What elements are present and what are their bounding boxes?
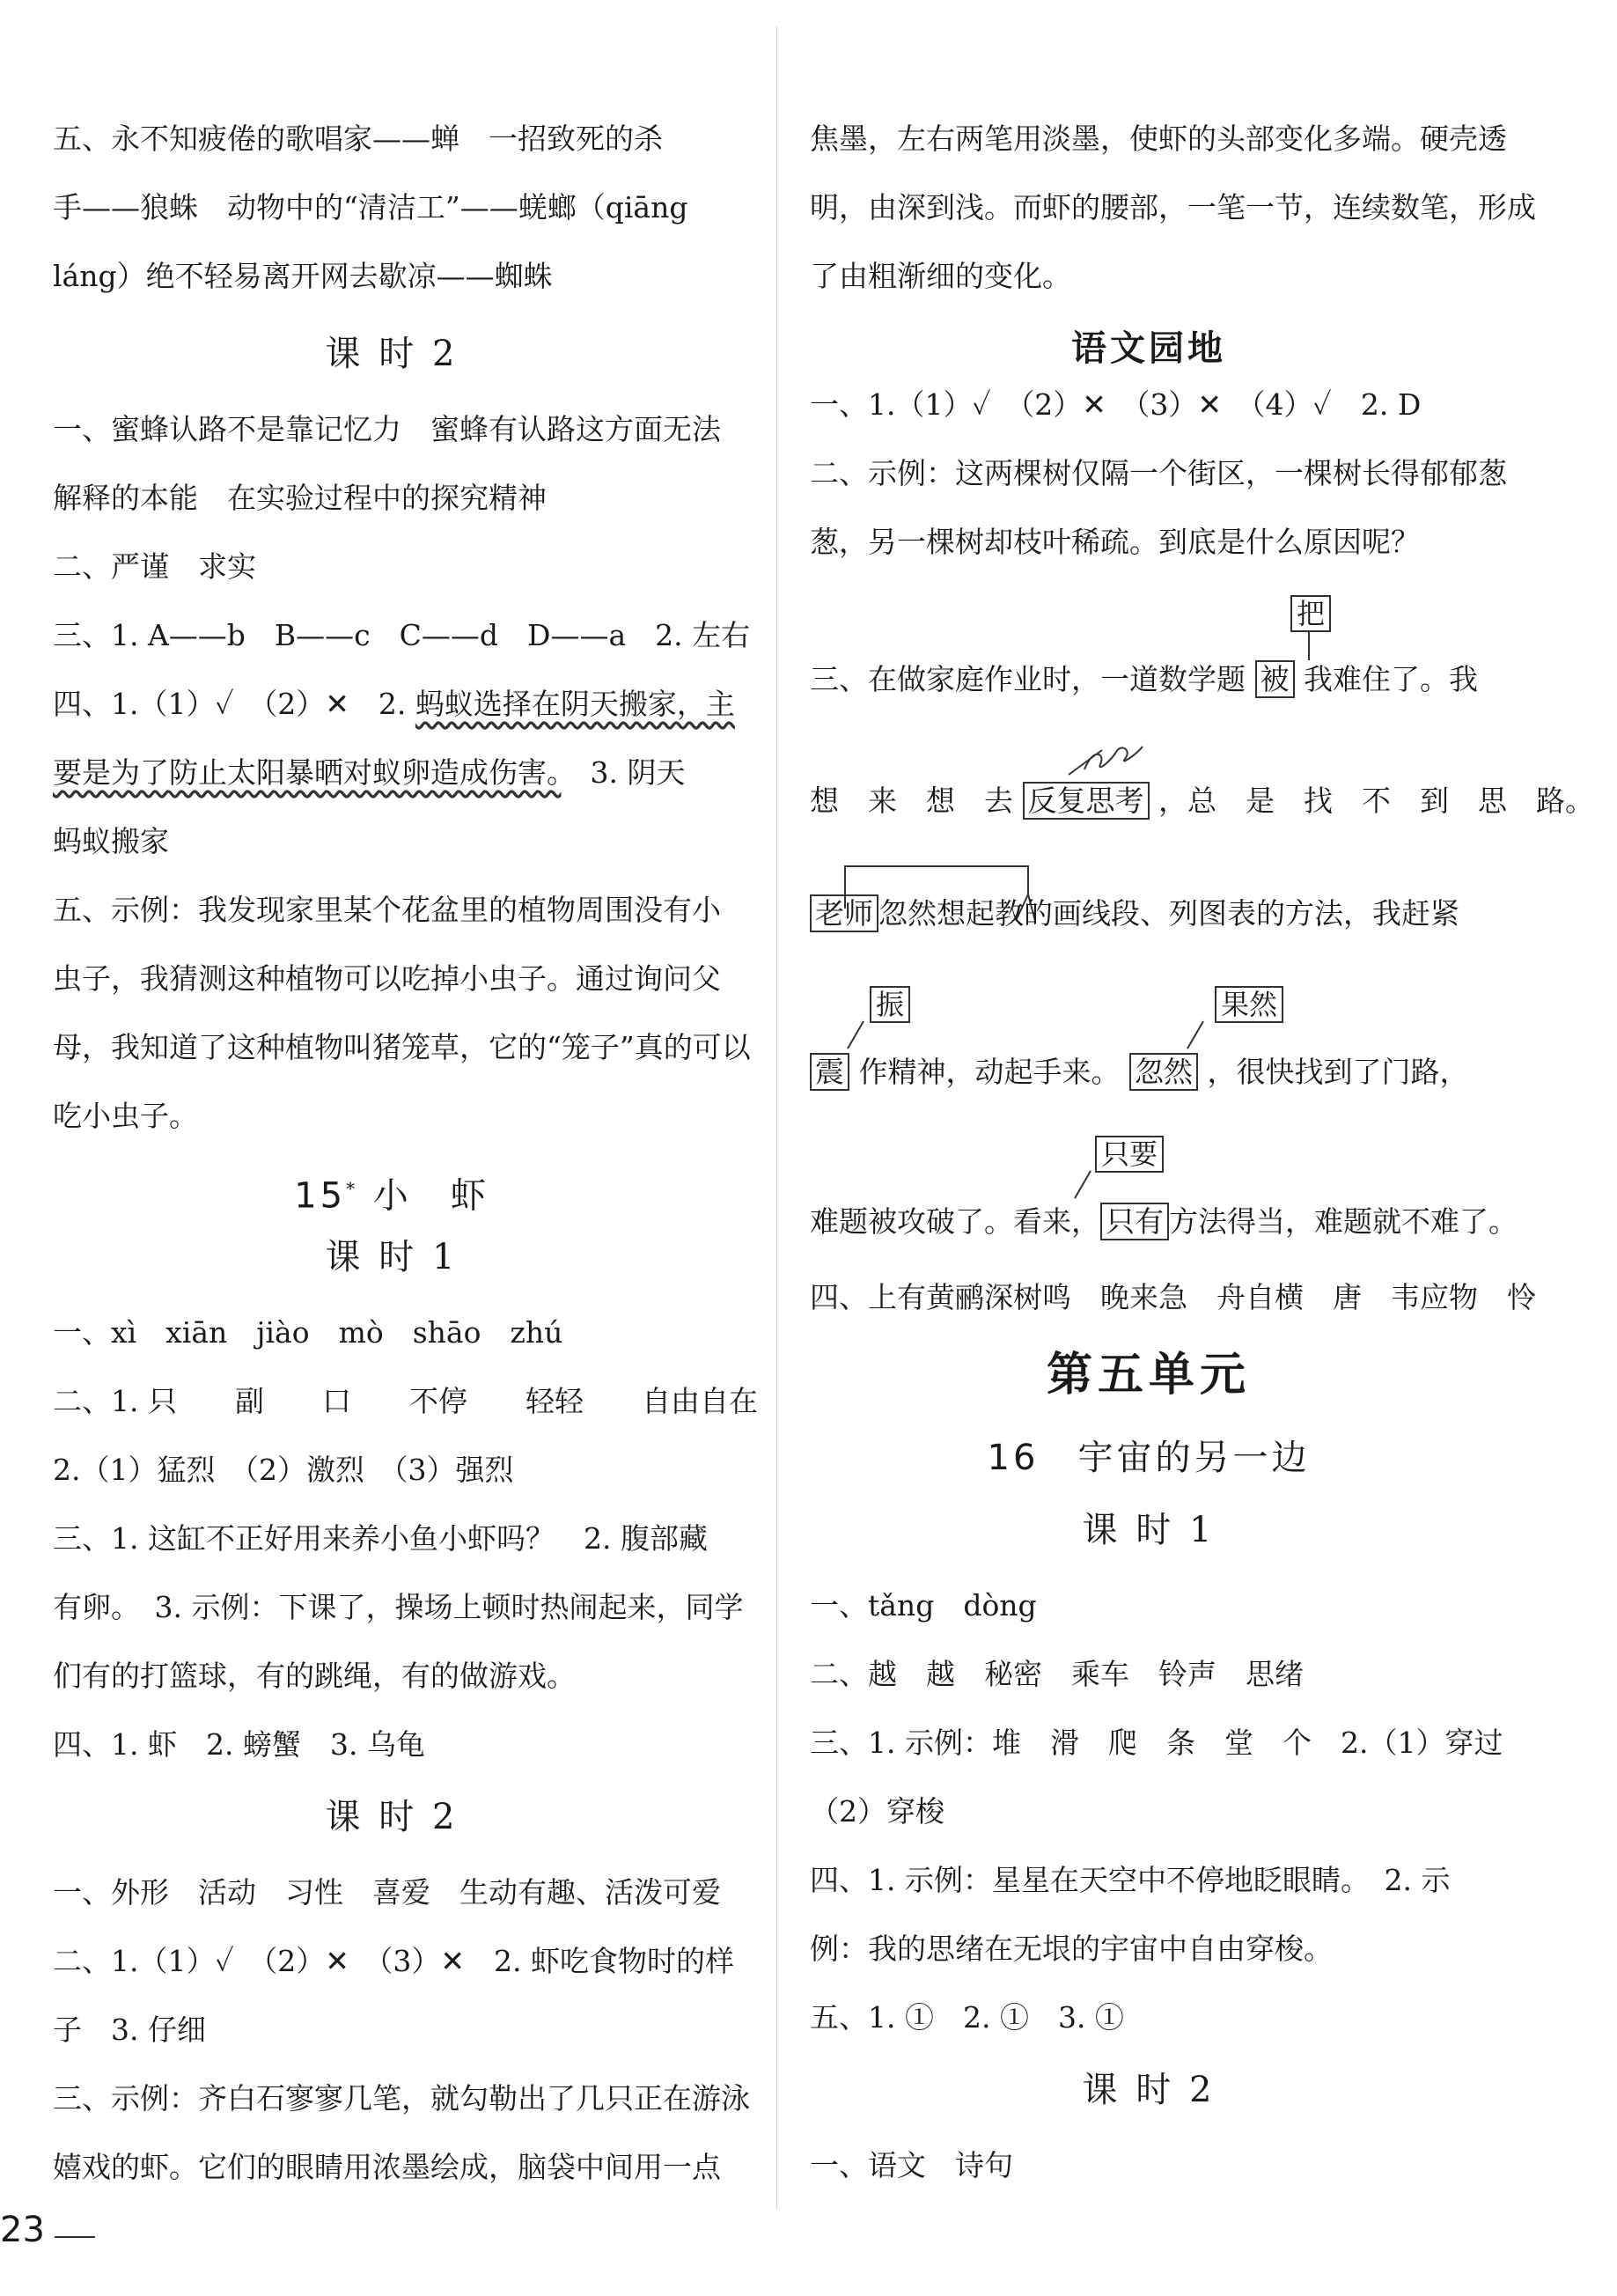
answer-text: 忽然想起教的画线段、列图表的方法，我赶紧: [878, 896, 1459, 931]
correction-mark: 只要: [1095, 1136, 1164, 1173]
text-line: 虫子，我猜测这种植物可以吃掉小虫子。通过询问父: [53, 961, 721, 996]
answer-text: ，很快找到了门路，: [1207, 1055, 1469, 1089]
text-line: 二、1.（1）✓ （2）✕ （3）✕ 2. 虾吃食物时的样: [53, 1944, 735, 1978]
text-line: 们有的打篮球，有的跳绳，有的做游戏。: [53, 1659, 576, 1693]
correction-stem: [847, 1021, 864, 1049]
text-line: [53, 755, 685, 791]
text-line: 四、1. 虾 2. 螃蟹 3. 乌龟: [53, 1727, 425, 1762]
text-line: [810, 1055, 1469, 1090]
lesson-number: 15: [294, 1175, 347, 1217]
text-line: 2.（1）猛烈 （2）激烈 （3）强烈: [53, 1453, 514, 1487]
lesson-title: [53, 1167, 731, 1217]
text-line: 三、1. A——b B——c C——d D——a 2. 左右: [53, 618, 751, 652]
text-line: 三、1. 示例：堆 滑 爬 条 堂 个 2.（1）穿过: [810, 1726, 1503, 1760]
text-line: 五、示例：我发现家里某个花盆里的植物周围没有小: [53, 893, 721, 927]
text-line: 四、上有黄鹂深树鸣 晚来急 舟自横 唐 韦应物 怜: [810, 1280, 1536, 1314]
text-line: 三、示例：齐白石寥寥几笔，就勾勒出了几只正在游泳: [53, 2081, 750, 2116]
unit-title: 第五单元: [1046, 1349, 1251, 1402]
text-line: 母，我知道了这种植物叫猪笼草，它的“笼子”真的可以: [53, 1030, 751, 1064]
page-number: 23: [0, 2210, 45, 2250]
text-line: 葱，另一棵树却枝叶稀疏。到底是什么原因呢？: [810, 525, 1420, 559]
answer-text: ，总 是 找 不 到 思 路。: [1158, 784, 1594, 818]
answer-text: 三、在做家庭作业时，一道数学题: [810, 662, 1246, 696]
section-heading: 课 时 2: [325, 1797, 459, 1837]
section-heading: 课 时 2: [1082, 2070, 1216, 2110]
correction-stem: [1187, 1021, 1204, 1049]
boxed-word: 反复思考: [1023, 782, 1150, 820]
text-line: 吃小虫子。: [53, 1099, 198, 1133]
text-line: 三、1. 这缸不正好用来养小鱼小虾吗？ 2. 腹部藏: [53, 1521, 708, 1556]
text-line: 四、1. 示例：星星在天空中不停地眨眼睛。 2. 示: [810, 1863, 1451, 1897]
text-line: 二、越 越 秘密 乘车 铃声 思绪: [810, 1657, 1304, 1691]
boxed-word: 震: [810, 1053, 849, 1091]
answer-text: 方法得当，难题就不难了。: [1169, 1204, 1518, 1239]
lesson-name: 小 虾: [358, 1175, 489, 1217]
text-line: 一、外形 活动 习性 喜爱 生动有趣、活泼可爱: [53, 1875, 721, 1910]
section-heading: 课 时 1: [1082, 1510, 1216, 1550]
text-line: 解释的本能 在实验过程中的探究精神: [53, 481, 547, 515]
text-line: láng）绝不轻易离开网去歇凉——蜘蛛: [53, 259, 553, 293]
lesson-title: 16 宇宙的另一边: [987, 1438, 1311, 1478]
text-line: 二、示例：这两棵树仅隔一个街区，一棵树长得郁郁葱: [810, 456, 1507, 490]
text-line: 一、语文 诗句: [810, 2148, 1013, 2182]
text-line: [810, 784, 1594, 819]
correction-mark: 把: [1290, 595, 1331, 632]
correction-mark: 果然: [1215, 986, 1283, 1023]
text-line: 五、永不知疲倦的歌唱家——蝉 一招致死的杀: [53, 121, 663, 156]
boxed-word: 忽然: [1129, 1053, 1198, 1091]
text-line: 嬉戏的虾。它们的眼睛用浓墨绘成，脑袋中间用一点: [53, 2150, 721, 2184]
lesson-star: *: [346, 1178, 359, 1199]
wavy-underlined-text: 蚂蚁选择在阴天搬家，主: [415, 687, 735, 721]
column-divider: [776, 26, 777, 2210]
text-line: 一、蜜蜂认路不是靠记忆力 蜜蜂有认路这方面无法: [53, 412, 721, 446]
correction-mark: 振: [870, 986, 910, 1023]
text-line: 明，由深到浅。而虾的腰部，一笔一节，连续数笔，形成: [810, 190, 1536, 224]
section-heading: 课 时 1: [325, 1237, 459, 1277]
wavy-underlined-text: 要是为了防止太阳暴晒对蚁卵造成伤害。: [53, 755, 562, 790]
section-heading: 语文园地: [1071, 328, 1226, 369]
text-line: 有卵。 3. 示例：下课了，操场上顿时热闹起来，同学: [53, 1590, 744, 1624]
correction-stem: [1074, 1171, 1091, 1199]
section-heading: 课 时 2: [325, 334, 459, 374]
text-line: [53, 687, 735, 722]
text-line: 一、xì xiān jiào mò shāo zhú: [53, 1315, 563, 1350]
answer-text: 想 来 想 去: [810, 784, 1013, 818]
text-line: [810, 896, 1459, 931]
text-line: 五、1. ① 2. ① 3. ①: [810, 2000, 1124, 2035]
text-line: [810, 1204, 1518, 1240]
text-line: 了由粗渐细的变化。: [810, 259, 1071, 293]
text-line: 子 3. 仔细: [53, 2013, 206, 2047]
answer-prefix: 四、1.（1）✓ （2）✕ 2.: [53, 687, 415, 721]
text-line: 一、tǎng dòng: [810, 1588, 1037, 1623]
text-line: （2）穿梭: [810, 1794, 944, 1829]
text-line: 焦墨，左右两笔用淡墨，使虾的头部变化多端。硬壳透: [810, 121, 1507, 156]
page-number-dash: [55, 2236, 95, 2238]
boxed-word: 只有: [1100, 1203, 1169, 1240]
deletion-mark-icon: [1067, 738, 1146, 778]
text-line: 蚂蚁搬家: [53, 824, 169, 858]
text-line: [810, 662, 1478, 697]
text-line: 二、严谨 求实: [53, 549, 256, 584]
answer-text: 难题被攻破了。看来，: [810, 1204, 1100, 1239]
answer-suffix: 3. 阴天: [561, 755, 686, 790]
answer-text: 我难住了。我: [1304, 662, 1478, 696]
text-line: 一、1.（1）✓ （2）✕ （3）✕ （4）✓ 2. D: [810, 387, 1422, 422]
boxed-word: 老师: [810, 894, 878, 932]
text-line: 二、1. 只 副 口 不停 轻轻 自由自在: [53, 1384, 758, 1418]
text-line: 例：我的思绪在无垠的宇宙中自由穿梭。: [810, 1932, 1333, 1966]
answer-text: 作精神，动起手来。: [858, 1055, 1121, 1089]
correction-stem: [1308, 630, 1310, 660]
boxed-word: 被: [1255, 660, 1295, 698]
text-line: 手——狼蛛 动物中的“清洁工”——蜣螂（qiāng: [53, 190, 688, 224]
